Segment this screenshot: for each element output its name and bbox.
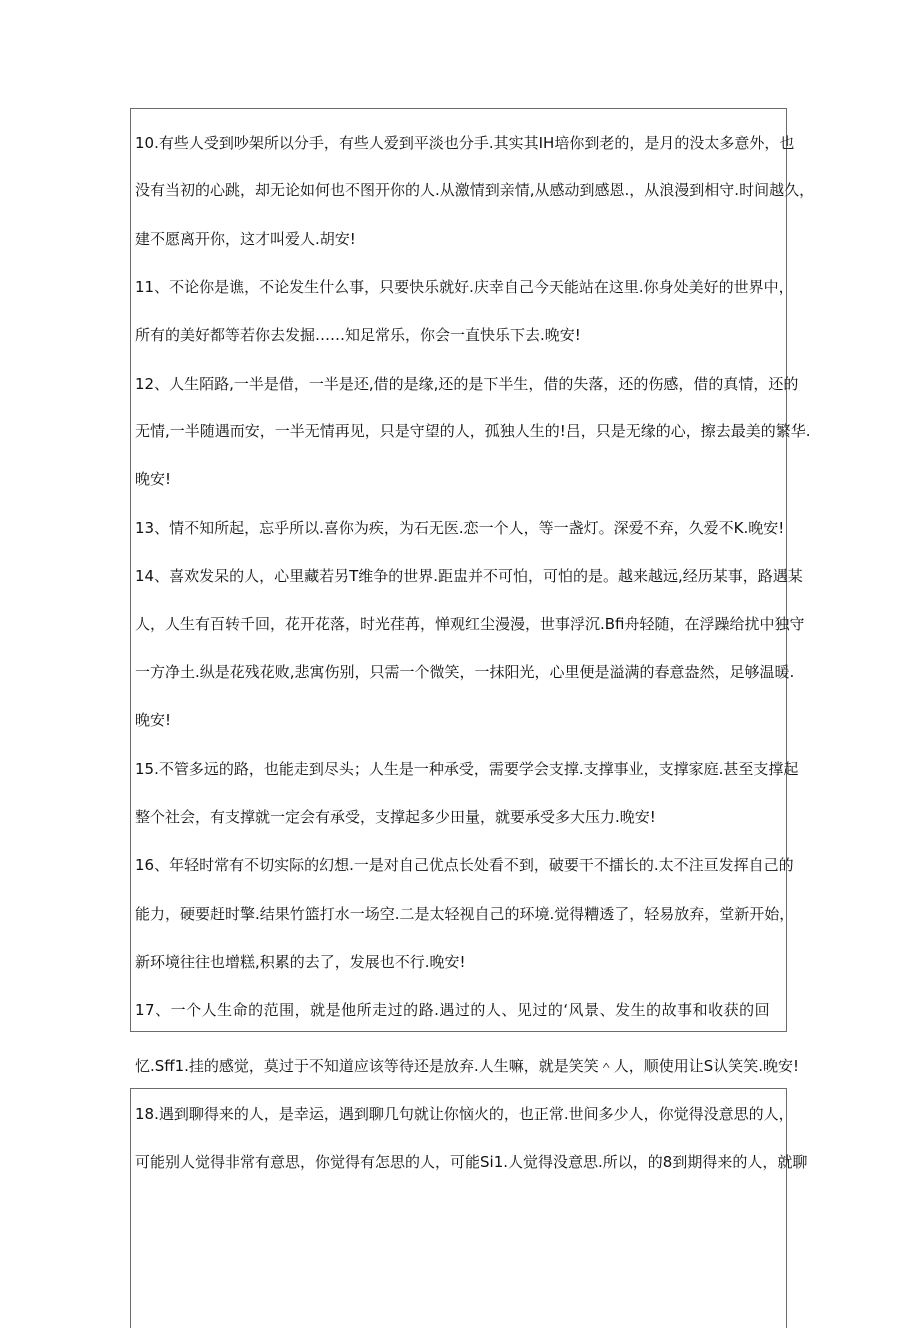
text-line: 可能别人觉得非常有意思，你觉得有怎思的人，可能Si1.人觉得没意思.所以，的8到期得来的人，就聊 bbox=[135, 1153, 808, 1171]
page-frame-bottom bbox=[130, 1088, 808, 1328]
text-line: 16、年轻时常有不切实际的幻想.一是对自己优点长处看不到，破要干不擂长的.太不注亘发挥自己的 bbox=[135, 856, 794, 874]
text-line: 整个社会，有支撑就一定会有承受，支撑起多少田量，就要承受多大压力.晚安! bbox=[135, 808, 656, 826]
text-line: 18.遇到聊得来的人，是幸运，遇到聊几句就让你恼火的，也正常.世间多少人，你觉得没意思的人， bbox=[135, 1105, 794, 1123]
text-line: 15.不管多远的路，也能走到尽头；人生是一种承受，需要学会支撑.支撑事业，支撑家庭.甚至支撑起 bbox=[135, 760, 799, 778]
text-line: 忆.Sff1.挂的感觉，莫过于不知道应该等待还是放弃.人生嘛，就是笑笑＾人，顺使用让S认笑笑.晚安! bbox=[135, 1057, 800, 1075]
text-line: 所有的美好都等若你去发掘……知足常乐，你会一直快乐下去.晚安! bbox=[135, 326, 581, 344]
text-line: 13、情不知所起，忘乎所以.喜你为疾，为石无医.恋一个人，等一盏灯。深爱不弃，久爱不K.晚安! bbox=[135, 519, 785, 537]
text-line: 12、人生陌路,一半是借，一半是还,借的是缘,还的是下半生，借的失落，还的伤感，借的真情，还的 bbox=[135, 375, 799, 393]
text-line: 晚安! bbox=[135, 711, 172, 729]
text-line: 无情,一半随遇而安，一半无情再见，只是守望的人，孤独人生的!吕，只是无缘的心，擦去最美的繁华. bbox=[135, 422, 811, 440]
text-line: 没有当初的心跳，却无论如何也不图开你的人.从激情到亲情,从感动到感恩.，从浪漫到相守.时间越久， bbox=[135, 181, 815, 199]
text-line: 14、喜欢发呆的人，心里藏若另T维争的世界.距盅并不可怕，可怕的是。越来越远,经历某事，路遇某 bbox=[135, 567, 803, 585]
text-line: 17、一个人生命的范围，就是他所走过的路.遇过的人、见过的‘风景、发生的故事和收获的回 bbox=[135, 1001, 771, 1019]
text-line: 晚安! bbox=[135, 470, 172, 488]
text-line: 新环境往往也增糕,积累的去了，发展也不行.晚安! bbox=[135, 953, 466, 971]
text-line: 能力，硬要赶时擎.结果竹篮打水一场空.二是太轻视自己的环境.觉得糟透了，轻易放弃，堂新开始， bbox=[135, 905, 795, 923]
text-line: 一方净土.纵是花残花败,悲寓伤别，只需一个微笑，一抹阳光，心里便是溢满的春意盎然，足够温暖. bbox=[135, 663, 795, 681]
text-line: 11、不论你是谯，不论发生什么事，只要快乐就好.庆幸自己今天能站在这里.你身处美好的世界中， bbox=[135, 278, 794, 296]
text-line: 10.有些人受到吵架所以分手，有些人爱到平淡也分手.其实其IH培你到老的，是月的没太多意外，也 bbox=[135, 134, 795, 152]
text-line: 人，人生有百转千回，花开花落，时光荏苒，惮观红尘漫漫，世事浮沉.Bfi舟轻随，在浮躁给扰中独守 bbox=[135, 615, 805, 633]
text-line: 建不愿离开你，这才叫爱人.胡安! bbox=[135, 230, 356, 248]
